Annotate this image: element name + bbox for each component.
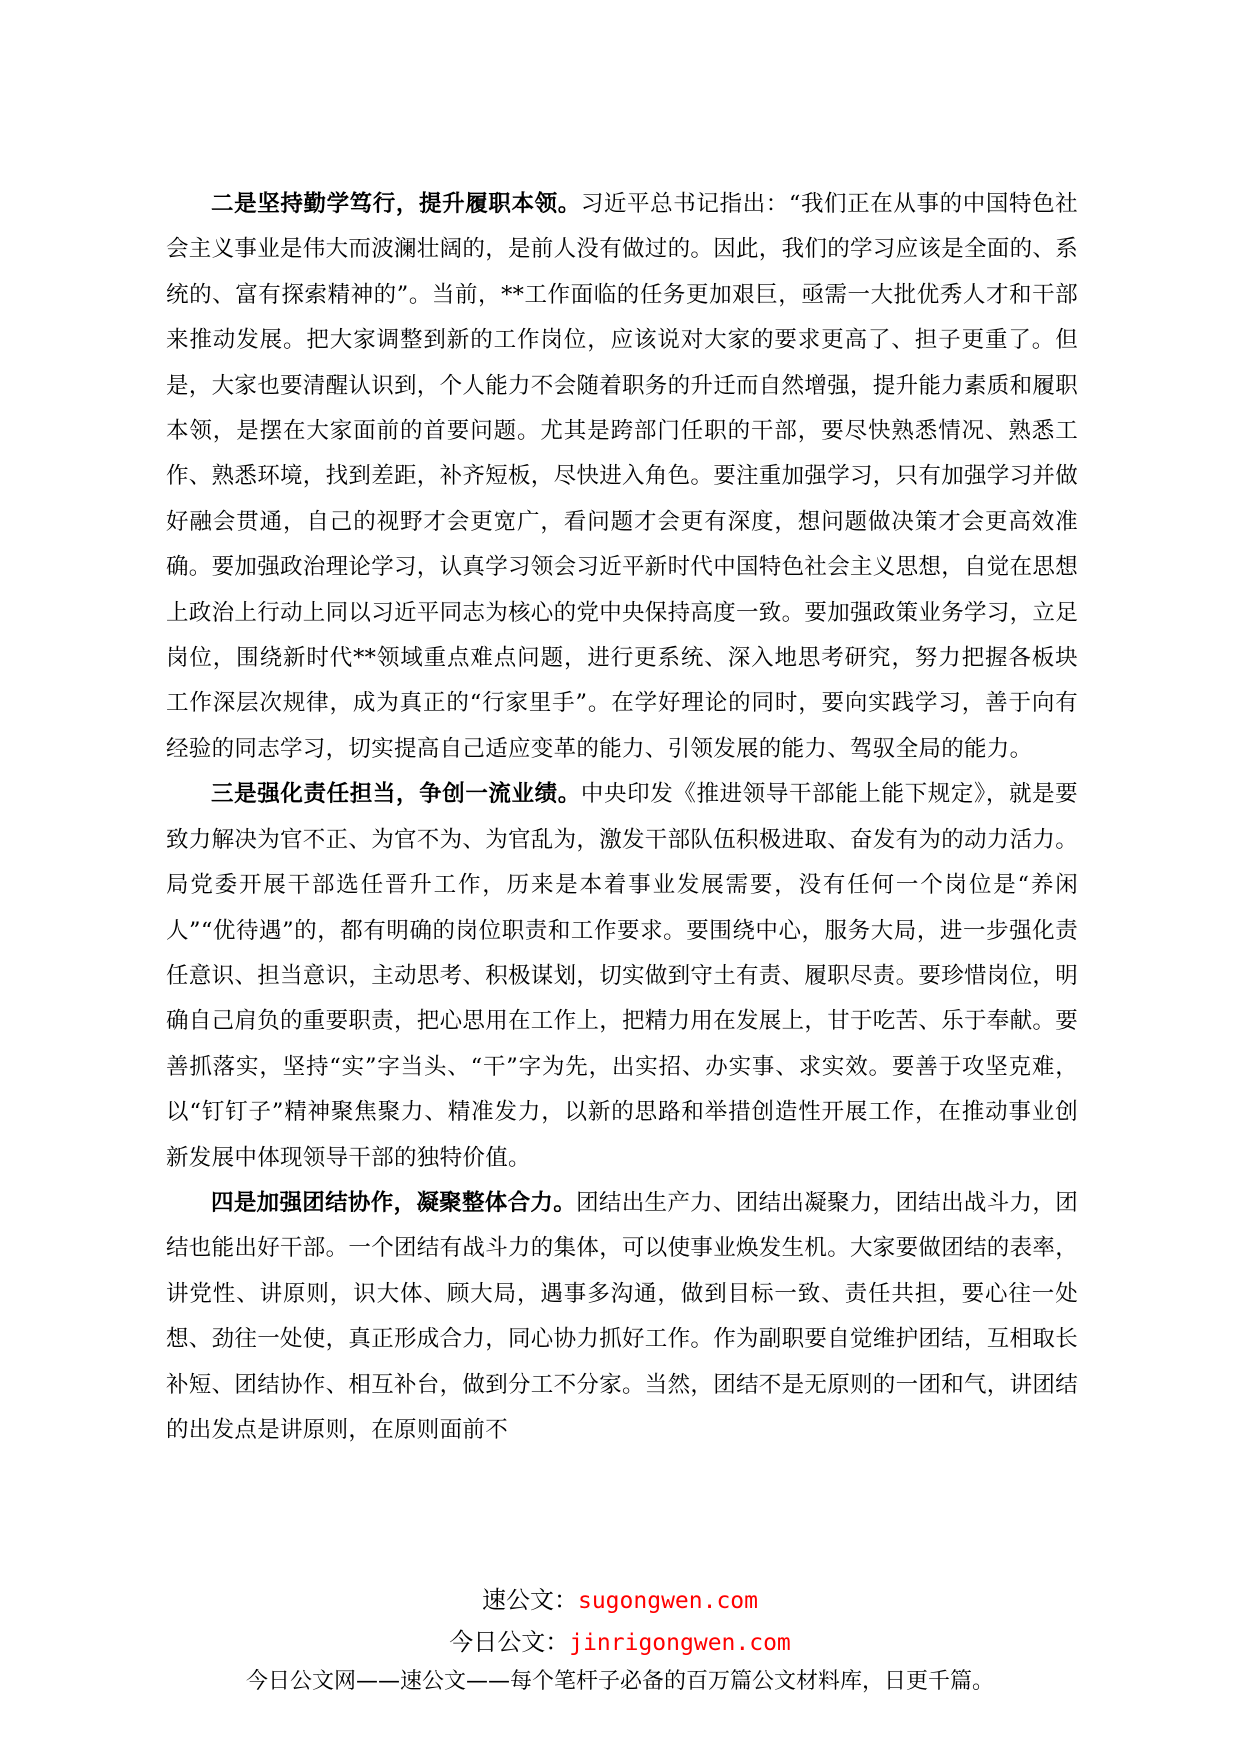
footer-link-jinrigongwen[interactable]: jinrigongwen.com [569,1630,791,1656]
footer-link-sugongwen[interactable]: sugongwen.com [577,1588,758,1614]
footer-jinrigongwen [0,1622,1240,1657]
paragraph-text: 团结出生产力、团结出凝聚力，团结出战斗力，团结也能出好干部。一个团结有战斗力的集体，可以使事业焕发生机。大家要做团结的表率，讲党性、讲原则，识大体、顾大局，遇事多沟通，做到目标一致、责任共担，要心往一处想、劲往一处使，真正形成合力，同心协力抓好工作。作为副职要自觉维护团结，互相取长补短、团结协作、相互补台，做到分工不分家。当然，团结不是无原则的一团和气，讲团结的出发点是讲原则，在原则面前不 [166,1189,1079,1443]
paragraph-text: 中央印发《推进领导干部能上能下规定》，就是要致力解决为官不正、为官不为、为官乱为，激发干部队伍积极进取、奋发有为的动力活力。局党委开展干部选任晋升工作，历来是本着事业发展需要，没有任何一个岗位是“养闲人”“优待遇”的，都有明确的岗位职责和工作要求。要围绕中心，服务大局，进一步强化责任意识、担当意识，主动思考、积极谋划，切实做到守土有责、履职尽责。要珍惜岗位，明确自己肩负的重要职责，把心思用在工作上，把精力用在发展上，甘于吃苦、乐于奉献。要善抓落实，坚持“实”字当头、“干”字为先，出实招、办实事、求实效。要善于攻坚克难，以“钉钉子”精神聚焦聚力、精准发力，以新的思路和举措创造性开展工作，在推动事业创新发展中体现领导干部的独特价值。 [166,781,1079,1171]
footer-tagline: 今日公文网——速公文——每个笔杆子必备的百万篇公文材料库，日更千篇。 [245,1669,994,1694]
footer-sugongwen [0,1580,1240,1615]
paragraph-responsibility [166,772,1078,1181]
paragraph-text: 习近平总书记指出：“我们正在从事的中国特色社会主义事业是伟大而波澜壮阔的，是前人没有做过的。因此，我们的学习应该是全面的、系统的、富有探索精神的”。当前，**工作面临的任务更加艰巨，亟需一大批优秀人才和干部来推动发展。把大家调整到新的工作岗位，应该说对大家的要求更高了、担子更重了。但是，大家也要清醒认识到，个人能力不会随着职务的升迁而自然增强，提升能力素质和履职本领，是摆在大家面前的首要问题。尤其是跨部门任职的干部，要尽快熟悉情况、熟悉工作、熟悉环境，找到差距，补齐短板，尽快进入角色。要注重加强学习，只有加强学习并做好融会贯通，自己的视野才会更宽广，看问题才会更有深度，想问题做决策才会更高效准确。要加强政治理论学习，认真学习领会习近平新时代中国特色社会主义思想，自觉在思想上政治上行动上同以习近平同志为核心的党中央保持高度一致。要加强政策业务学习，立足岗位，围绕新时代**领域重点难点问题，进行更系统、深入地思考研究，努力把握各板块工作深层次规律，成为真正的“行家里手”。在学好理论的同时，要向实践学习，善于向有经验的同志学习，切实提高自己适应变革的能力、引领发展的能力、驾驭全局的能力。 [166,191,1079,762]
paragraph-heading: 二是坚持勤学笃行，提升履职本领。 [211,191,581,217]
paragraph-unity [166,1181,1078,1453]
paragraph-heading: 三是强化责任担当，争创一流业绩。 [211,781,581,808]
document-body [166,182,1078,1453]
footer-label-jinrigongwen: 今日公文： [449,1628,570,1656]
paragraph-study [166,182,1078,772]
footer-label-sugongwen: 速公文： [481,1586,578,1614]
paragraph-heading: 四是加强团结协作，凝聚整体合力。 [211,1189,577,1216]
